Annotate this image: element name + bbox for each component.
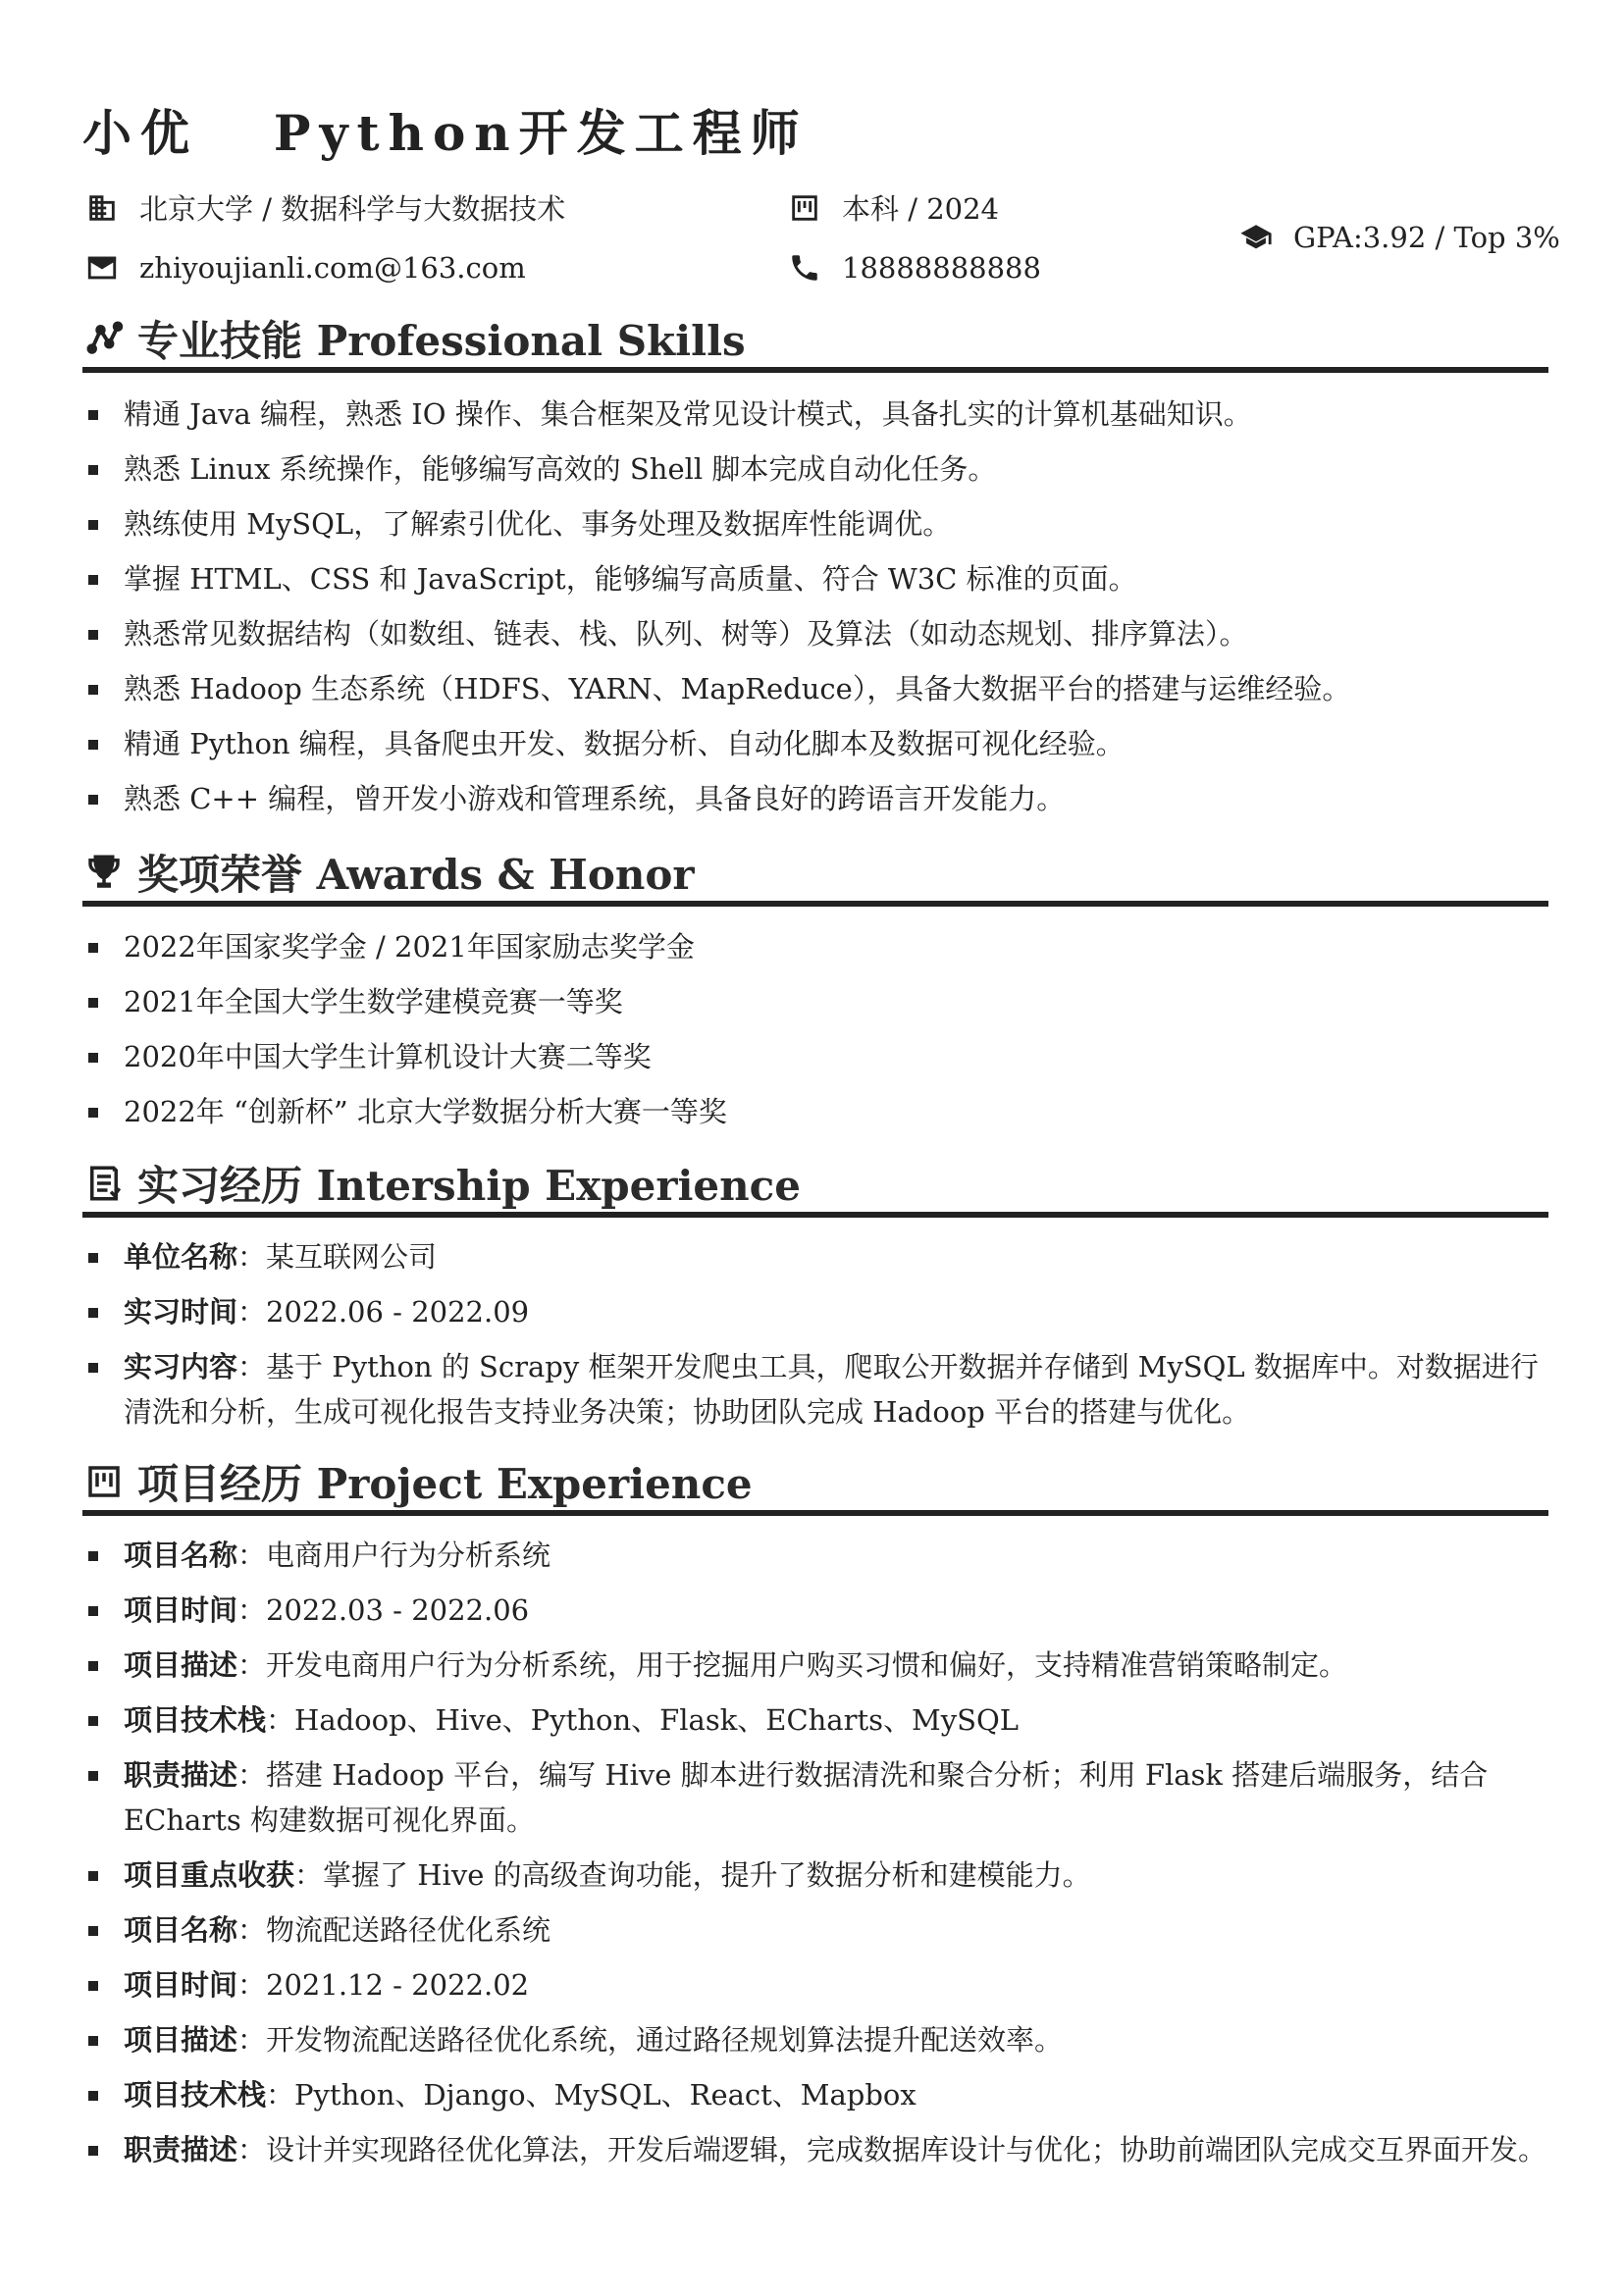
list-item bbox=[82, 2072, 1548, 2117]
item-key: 项目技术栈 bbox=[124, 1703, 267, 1737]
projects-section-header bbox=[82, 1453, 1548, 1516]
list-item: 2022年 “创新杯” 北京大学数据分析大赛一等奖 bbox=[82, 1089, 1548, 1134]
item-value: 搭建 Hadoop 平台，编写 Hive 脚本进行数据清洗和聚合分析；利用 Flask 搭建后端服务，结合 ECharts 构建数据可视化界面。 bbox=[124, 1758, 1489, 1837]
list-item bbox=[82, 1289, 1548, 1334]
item-sep: ： bbox=[294, 1858, 324, 1892]
list-item: 熟悉 C++ 编程，曾开发小游戏和管理系统，具备良好的跨语言开发能力。 bbox=[82, 776, 1548, 821]
resume-title bbox=[82, 94, 809, 165]
phone-icon bbox=[787, 250, 822, 286]
graduation-cap-icon bbox=[1238, 220, 1274, 255]
phone-text: 18888888888 bbox=[842, 251, 1041, 285]
list-item bbox=[82, 2017, 1548, 2062]
awards-list bbox=[82, 924, 1548, 1144]
email-text: zhiyoujianli.com@163.com bbox=[139, 251, 526, 285]
item-sep: ： bbox=[266, 2078, 295, 2112]
item-key: 职责描述 bbox=[124, 1758, 238, 1792]
list-item bbox=[82, 2127, 1548, 2172]
trophy-icon bbox=[82, 851, 126, 894]
item-key: 实习时间 bbox=[124, 1295, 238, 1329]
item-sep: ： bbox=[266, 1703, 295, 1737]
item-sep: ： bbox=[237, 1648, 267, 1682]
item-value: 电商用户行为分析系统 bbox=[266, 1539, 551, 1572]
gpa-info bbox=[1238, 220, 1560, 255]
list-item: 熟练使用 MySQL，了解索引优化、事务处理及数据库性能调优。 bbox=[82, 501, 1548, 547]
school-info bbox=[84, 187, 565, 228]
item-sep: ： bbox=[237, 1968, 267, 2002]
item-value: 开发电商用户行为分析系统，用于挖掘用户购买习惯和偏好，支持精准营销策略制定。 bbox=[266, 1648, 1348, 1682]
candidate-name: 小优 bbox=[82, 104, 198, 162]
projects-list bbox=[82, 1533, 1548, 2182]
awards-heading: 奖项荣誉 Awards & Honor bbox=[137, 851, 695, 899]
list-item: 2021年全国大学生数学建模竞赛一等奖 bbox=[82, 979, 1548, 1024]
school-text: 北京大学 / 数据科学与大数据技术 bbox=[139, 192, 566, 226]
list-item: 熟悉 Hadoop 生态系统（HDFS、YARN、MapReduce），具备大数据平台的搭建与运维经验。 bbox=[82, 666, 1548, 711]
item-value: 基于 Python 的 Scrapy 框架开发爬虫工具，爬取公开数据并存储到 MySQL 数据库中。对数据进行清洗和分析，生成可视化报告支持业务决策；协助团队完成 Hadoop 平台的搭建与优化。 bbox=[124, 1350, 1539, 1429]
phone-info bbox=[787, 250, 1041, 286]
skills-section-header bbox=[82, 310, 1548, 373]
item-key: 项目重点收获 bbox=[124, 1858, 295, 1892]
skills-heading: 专业技能 Professional Skills bbox=[137, 317, 746, 365]
item-key: 项目名称 bbox=[124, 1913, 238, 1947]
item-value: 2022.06 - 2022.09 bbox=[266, 1295, 530, 1329]
item-value: 2022.03 - 2022.06 bbox=[266, 1593, 530, 1627]
internship-list bbox=[82, 1234, 1548, 1444]
awards-section-header bbox=[82, 844, 1548, 907]
degree-info bbox=[787, 187, 999, 228]
item-key: 项目时间 bbox=[124, 1593, 238, 1627]
item-sep: ： bbox=[237, 2133, 267, 2166]
item-sep: ： bbox=[237, 1539, 267, 1572]
item-value: 掌握了 Hive 的高级查询功能，提升了数据分析和建模能力。 bbox=[323, 1858, 1091, 1892]
internship-section-header bbox=[82, 1155, 1548, 1218]
list-item: 熟悉常见数据结构（如数组、链表、栈、队列、树等）及算法（如动态规划、排序算法）。 bbox=[82, 611, 1548, 656]
list-item: 掌握 HTML、CSS 和 JavaScript，能够编写高质量、符合 W3C 标准的页面。 bbox=[82, 556, 1548, 601]
item-value: Python、Django、MySQL、React、Mapbox bbox=[294, 2078, 917, 2112]
list-item bbox=[82, 1697, 1548, 1743]
internship-heading: 实习经历 Intership Experience bbox=[137, 1162, 801, 1210]
kanban-icon bbox=[787, 190, 822, 226]
item-key: 项目描述 bbox=[124, 2023, 238, 2057]
item-key: 职责描述 bbox=[124, 2133, 238, 2166]
item-key: 项目时间 bbox=[124, 1968, 238, 2002]
item-sep: ： bbox=[237, 1758, 267, 1792]
item-key: 项目名称 bbox=[124, 1539, 238, 1572]
item-key: 项目技术栈 bbox=[124, 2078, 267, 2112]
projects-heading: 项目经历 Project Experience bbox=[137, 1460, 753, 1508]
item-value: Hadoop、Hive、Python、Flask、ECharts、MySQL bbox=[294, 1703, 1019, 1737]
document-list-icon bbox=[82, 1162, 126, 1205]
item-key: 单位名称 bbox=[124, 1240, 238, 1274]
list-item bbox=[82, 1643, 1548, 1688]
mail-icon bbox=[84, 250, 120, 286]
job-title: Python开发工程师 bbox=[273, 104, 809, 162]
item-sep: ： bbox=[237, 1593, 267, 1627]
gpa-text: GPA:3.92 / Top 3% bbox=[1293, 221, 1560, 254]
list-item bbox=[82, 1533, 1548, 1578]
item-sep: ： bbox=[237, 1350, 267, 1383]
list-item bbox=[82, 1234, 1548, 1279]
email-info bbox=[84, 250, 526, 286]
item-sep: ： bbox=[237, 1295, 267, 1329]
item-key: 实习内容 bbox=[124, 1350, 238, 1383]
item-key: 项目描述 bbox=[124, 1648, 238, 1682]
list-item: 熟悉 Linux 系统操作，能够编写高效的 Shell 脚本完成自动化任务。 bbox=[82, 446, 1548, 492]
list-item bbox=[82, 1588, 1548, 1633]
item-sep: ： bbox=[237, 1913, 267, 1947]
list-item bbox=[82, 1907, 1548, 1953]
item-value: 某互联网公司 bbox=[266, 1240, 438, 1274]
item-value: 开发物流配送路径优化系统，通过路径规划算法提升配送效率。 bbox=[266, 2023, 1064, 2057]
item-sep: ： bbox=[237, 1240, 267, 1274]
list-item bbox=[82, 1344, 1548, 1434]
list-item bbox=[82, 1852, 1548, 1898]
item-sep: ： bbox=[237, 2023, 267, 2057]
list-item: 2020年中国大学生计算机设计大赛二等奖 bbox=[82, 1034, 1548, 1079]
item-value: 2021.12 - 2022.02 bbox=[266, 1968, 530, 2002]
list-item: 精通 Python 编程，具备爬虫开发、数据分析、自动化脚本及数据可视化经验。 bbox=[82, 721, 1548, 766]
list-item: 精通 Java 编程，熟悉 IO 操作、集合框架及常见设计模式，具备扎实的计算机基础知识。 bbox=[82, 391, 1548, 437]
item-value: 设计并实现路径优化算法，开发后端逻辑，完成数据库设计与优化；协助前端团队完成交互界面开发。 bbox=[266, 2133, 1547, 2166]
skills-list bbox=[82, 391, 1548, 831]
skills-network-icon bbox=[82, 317, 126, 360]
degree-text: 本科 / 2024 bbox=[842, 192, 1000, 226]
building-icon bbox=[84, 190, 120, 226]
list-item bbox=[82, 1752, 1548, 1843]
item-value: 物流配送路径优化系统 bbox=[266, 1913, 551, 1947]
kanban-board-icon bbox=[82, 1460, 126, 1503]
list-item: 2022年国家奖学金 / 2021年国家励志奖学金 bbox=[82, 924, 1548, 969]
list-item bbox=[82, 1962, 1548, 2008]
